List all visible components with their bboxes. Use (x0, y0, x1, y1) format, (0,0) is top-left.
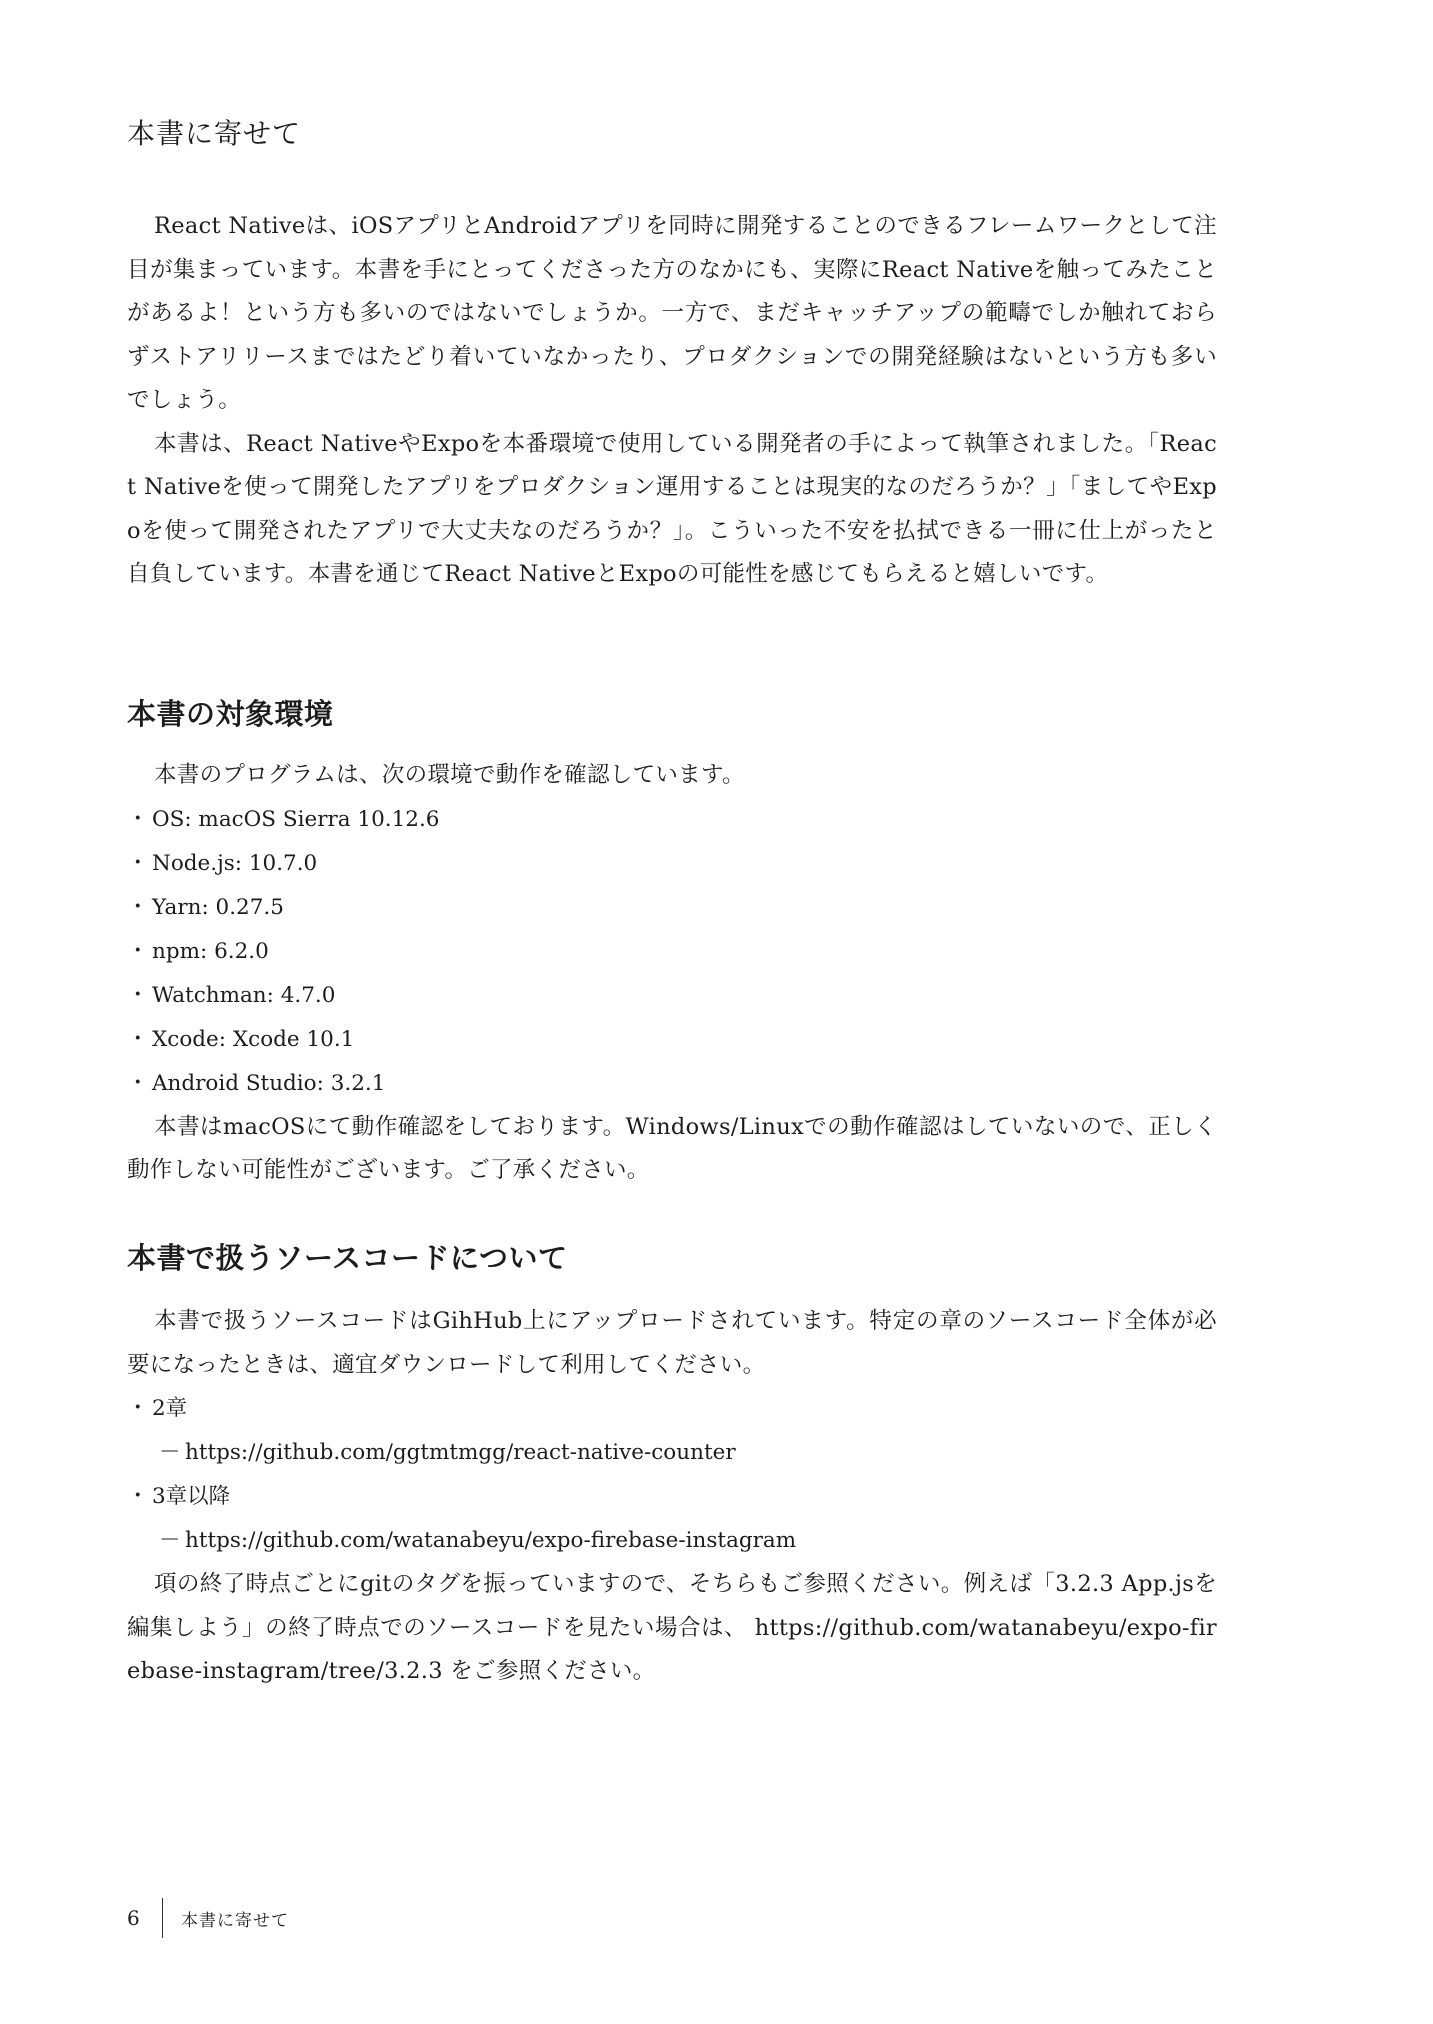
env-item: ・ Android Studio: 3.2.1 (127, 1062, 1217, 1106)
source-section (127, 1300, 1217, 1694)
footer-divider (162, 1898, 163, 1938)
chapter-label: ・ 3章以降 (127, 1475, 1217, 1519)
source-section-heading: 本書で扱うソースコードについて (127, 1241, 568, 1275)
env-lead: 本書のプログラムは、次の環境で動作を確認しています。 (154, 762, 745, 788)
page-number: 6 (127, 1906, 140, 1930)
env-item: ・ OS: macOS Sierra 10.12.6 (127, 798, 1217, 842)
source-note: 項の終了時点ごとにgitのタグを振っていますので、そちらもご参照ください。例えば「3.2.3 App.jsを編集しよう」の終了時点でのソースコードを見たい場合は、 https://github.com/watanabeyu/expo-firebase-instagram/tree/3.2.3 をご参照ください。 (127, 1571, 1217, 1684)
env-item: ・ Watchman: 4.7.0 (127, 974, 1217, 1018)
page-footer (127, 1898, 289, 1938)
page-title: 本書に寄せて (127, 117, 302, 150)
chapter-label: ・ 2章 (127, 1387, 1217, 1431)
intro-paragraph-2: 本書は、React NativeやExpoを本番環境で使用している開発者の手によって執筆されました。「React Nativeを使って開発したアプリをプロダクション運用することは現実的なのだろうか？」「ましてやExpoを使って開発されたアプリで大丈夫なのだろうか？」。こういった不安を払拭できる一冊に仕上がったと自負しています。本書を通じてReact NativeとExpoの可能性を感じてもらえると嬉しいです。 (127, 430, 1217, 587)
running-title: 本書に寄せて (181, 1910, 289, 1931)
intro-section (127, 205, 1217, 597)
env-note: 本書はmacOSにて動作確認をしております。Windows/Linuxでの動作確認はしていないので、正しく動作しない可能性がございます。ご了承ください。 (127, 1113, 1217, 1183)
repo-link[interactable]: － https://github.com/ggtmtmgg/react-native-counter (127, 1431, 1217, 1475)
env-item: ・ npm: 6.2.0 (127, 930, 1217, 974)
env-section (127, 754, 1217, 1193)
env-item: ・ Xcode: Xcode 10.1 (127, 1018, 1217, 1062)
env-section-heading: 本書の対象環境 (127, 697, 334, 731)
env-item: ・ Node.js: 10.7.0 (127, 842, 1217, 886)
repo-link[interactable]: － https://github.com/watanabeyu/expo-firebase-instagram (127, 1519, 1217, 1563)
env-list (127, 798, 1217, 1106)
env-item: ・ Yarn: 0.27.5 (127, 886, 1217, 930)
source-lead: 本書で扱うソースコードはGihHub上にアップロードされています。特定の章のソースコード全体が必要になったときは、適宜ダウンロードして利用してください。 (127, 1308, 1217, 1378)
intro-paragraph-1: React Nativeは、iOSアプリとAndroidアプリを同時に開発することのできるフレームワークとして注目が集まっています。本書を手にとってくださった方のなかにも、実際にReact Nativeを触ってみたことがあるよ！という方も多いのではないでしょうか。一方で、まだキャッチアップの範疇でしか触れておらずストアリリースまではたどり着いていなかったり、プロダクションでの開発経験はないという方も多いでしょう。 (127, 213, 1217, 413)
